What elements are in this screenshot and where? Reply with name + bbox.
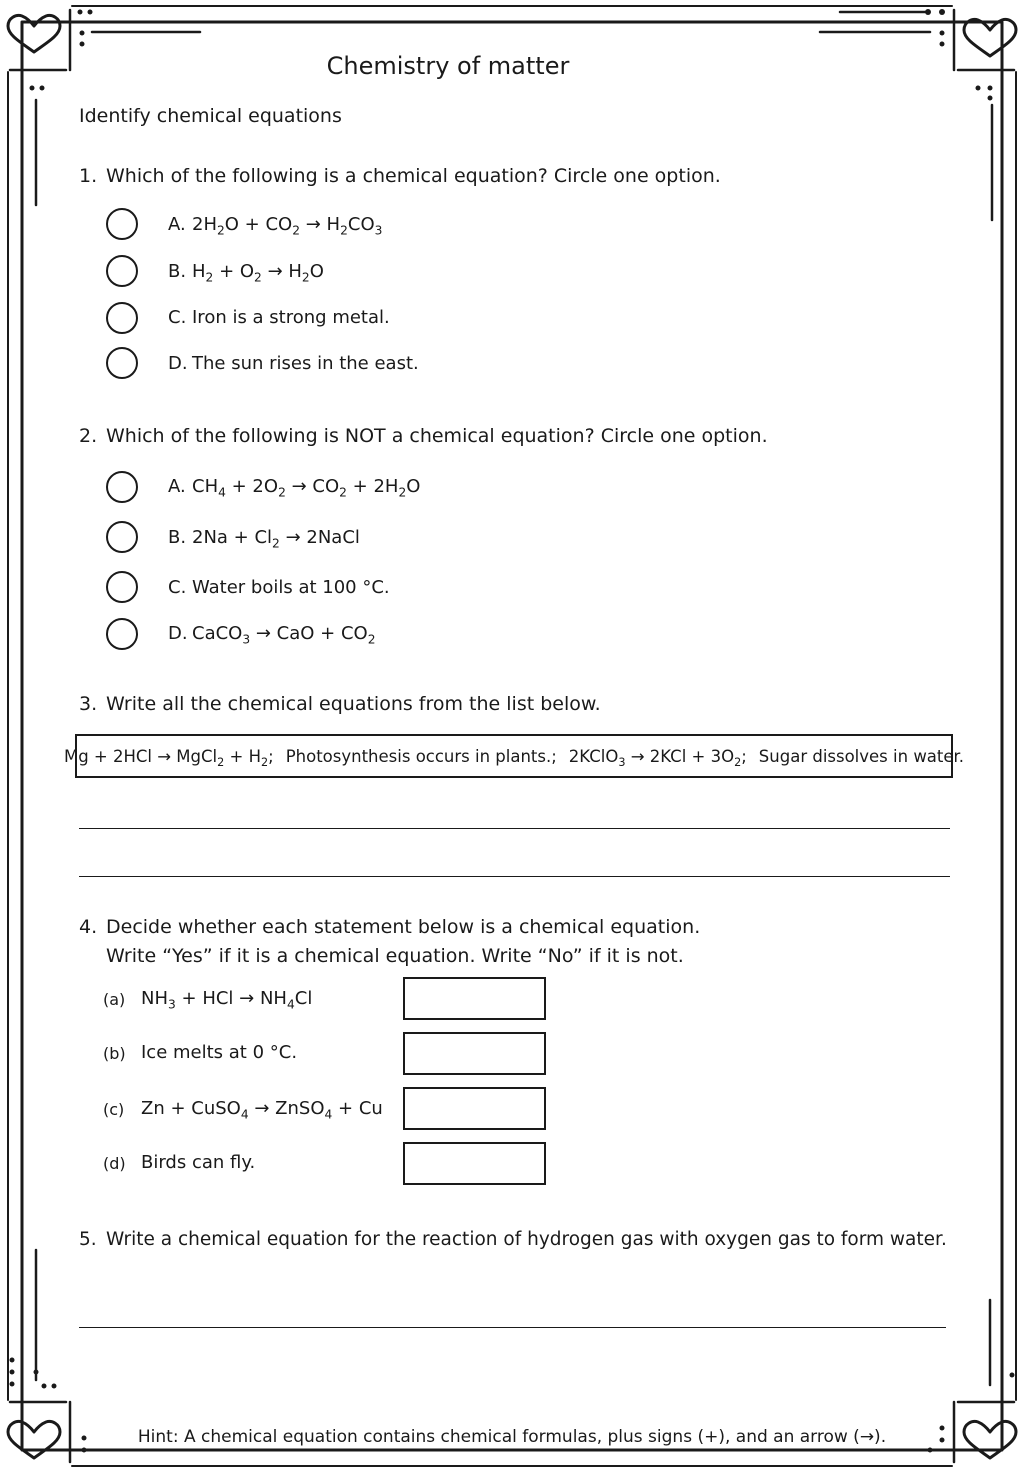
option-letter: B.: [168, 261, 187, 282]
option-q1-b: [168, 261, 324, 285]
option-q2-a: [168, 476, 421, 500]
part-text: Ice melts at 0 °C.: [141, 1042, 298, 1063]
option-letter: D.: [168, 623, 188, 644]
option-equation: $2H_2O + CO_2 \to H_2CO_3$: [192, 214, 383, 238]
question-text: Decide whether each statement below is a chemical equation.: [106, 916, 701, 938]
option-letter: C.: [168, 307, 187, 328]
option-q2-c: [168, 577, 390, 598]
option-letter: D.: [168, 353, 188, 374]
option-circle-q1-c[interactable]: [106, 302, 138, 334]
list-item: Sugar dissolves in water.: [758, 746, 965, 766]
question-text: Write a chemical equation for the reaction of hydrogen gas with oxygen gas to form water.: [106, 1229, 947, 1250]
list-item: Mg + 2HCl → MgCl$_2$ + $H_2$;: [63, 746, 274, 769]
page-title: Chemistry of matter: [326, 52, 570, 80]
answer-box-b[interactable]: [403, 1032, 546, 1075]
answer-box-d[interactable]: [403, 1142, 546, 1185]
question-number: 3.: [79, 693, 98, 715]
question-number: 1.: [79, 165, 98, 187]
list-item: Photosynthesis occurs in plants.;: [285, 746, 557, 766]
answer-box-c[interactable]: [403, 1087, 546, 1130]
question-4-instruction: Write “Yes” if it is a chemical equation. Write “No” if it is not.: [106, 945, 684, 967]
option-circle-q2-a[interactable]: [106, 471, 138, 503]
option-text: Water boils at 100 °C.: [192, 577, 390, 598]
question-text: Which of the following is a chemical equation? Circle one option.: [106, 165, 721, 187]
part-equation: Zn + CuSO$_4$ → ZnSO$_4$ + Cu: [141, 1098, 383, 1122]
option-letter: B.: [168, 527, 187, 548]
option-q2-b: [168, 527, 360, 551]
option-equation: CaCO$_3$ → CaO + $CO_2$: [192, 623, 376, 647]
option-text: Iron is a strong metal.: [192, 307, 390, 328]
option-letter: A.: [168, 476, 186, 497]
option-equation: $2Na + Cl_2$ → 2NaCl: [192, 527, 360, 551]
option-letter: C.: [168, 577, 187, 598]
question-text: Which of the following is NOT a chemical equation? Circle one option.: [106, 425, 768, 447]
part-label: (b): [103, 1044, 126, 1063]
option-q1-c: [168, 307, 390, 328]
option-circle-q2-b[interactable]: [106, 521, 138, 553]
part-equation: $NH_3$ + HCl → $NH_4Cl$: [141, 988, 313, 1012]
equation-list-box: [63, 734, 965, 778]
section-subtitle: Identify chemical equations: [79, 105, 342, 127]
option-text: The sun rises in the east.: [192, 353, 419, 374]
option-circle-q1-b[interactable]: [106, 255, 138, 287]
option-circle-q1-a[interactable]: [106, 208, 138, 240]
question-5: [79, 1229, 947, 1250]
question-1: [79, 165, 721, 187]
question-4: [79, 916, 700, 938]
heart-icon: [8, 15, 60, 52]
option-circle-q2-d[interactable]: [106, 618, 138, 650]
question-number: 4.: [79, 916, 98, 938]
option-circle-q2-c[interactable]: [106, 571, 138, 603]
option-q2-d: [168, 623, 376, 647]
part-text: Birds can fly.: [141, 1152, 256, 1173]
option-q1-d: [168, 353, 419, 374]
option-circle-q1-d[interactable]: [106, 347, 138, 379]
part-label: (a): [103, 990, 126, 1009]
part-label: (c): [103, 1100, 125, 1119]
question-text: Write all the chemical equations from the list below.: [106, 693, 601, 715]
list-item: 2KClO$_3$ → $2KCl + 3O_2$;: [568, 746, 747, 769]
question-number: 2.: [79, 425, 98, 447]
option-equation: $CH_4 + 2O_2 \to CO_2 + 2H_2O$: [192, 476, 421, 500]
option-q1-a: [168, 214, 383, 238]
answer-line-q3-2[interactable]: [79, 876, 950, 877]
option-letter: A.: [168, 214, 186, 235]
option-equation: $H_2 + O_2 \to H_2O$: [192, 261, 324, 285]
heart-icon: [964, 19, 1016, 56]
part-label: (d): [103, 1154, 126, 1173]
hint-text: Hint: A chemical equation contains chemical formulas, plus signs (+), and an arrow (→).: [137, 1427, 887, 1447]
answer-line-q5[interactable]: [79, 1327, 946, 1328]
question-2: [79, 425, 768, 447]
answer-box-a[interactable]: [403, 977, 546, 1020]
question-number: 5.: [79, 1229, 97, 1250]
answer-line-q3-1[interactable]: [79, 828, 950, 829]
question-3: [79, 693, 601, 715]
